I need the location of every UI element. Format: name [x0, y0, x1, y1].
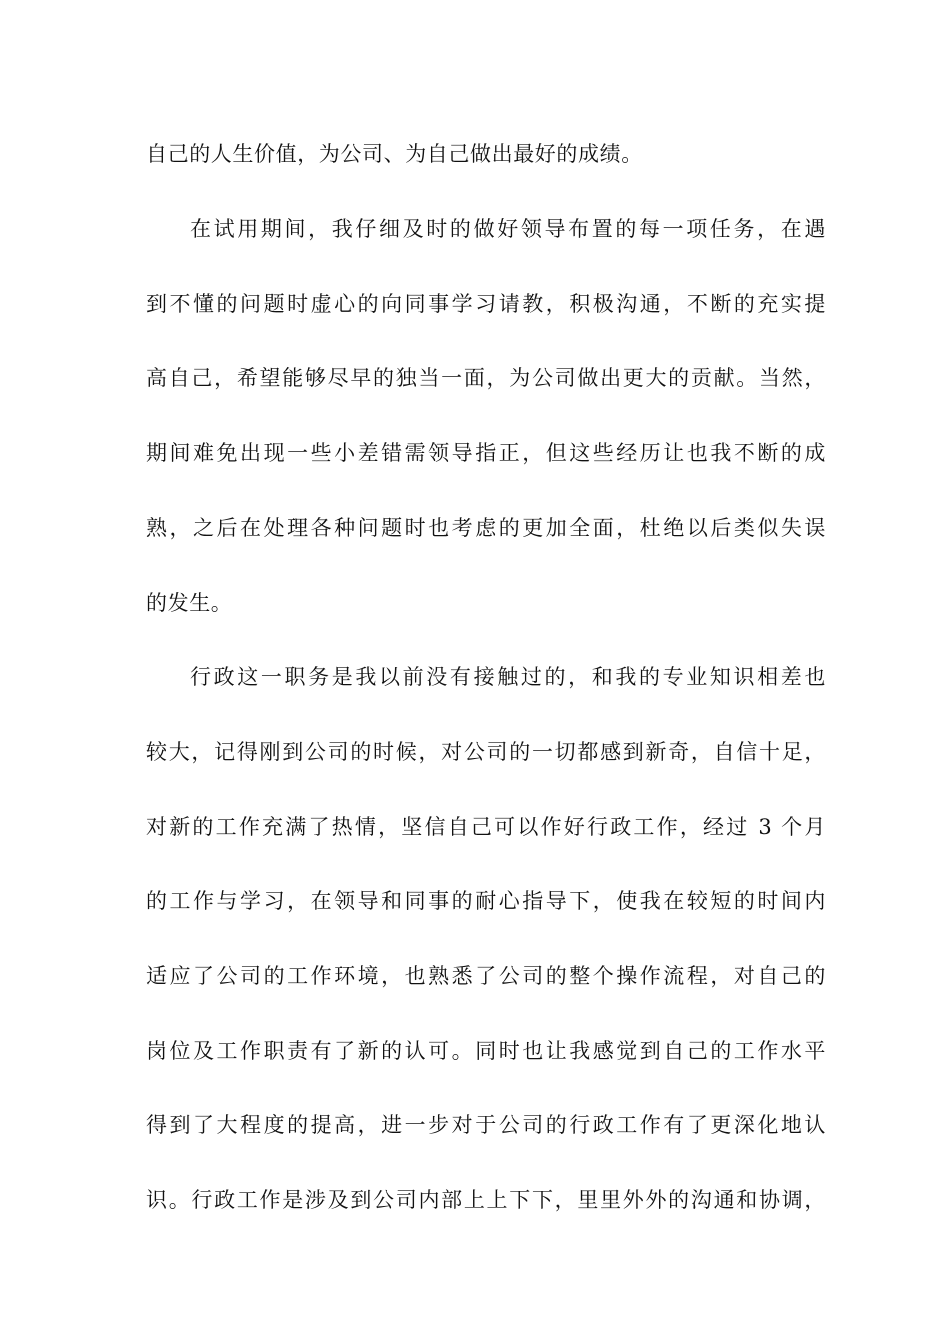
- text-line-14: 得到了大程度的提高，进一步对于公司的行政工作有了更深化地认: [146, 1113, 826, 1137]
- text-line-11: 的工作与学习，在领导和同事的耐心指导下，使我在较短的时间内: [146, 889, 826, 913]
- text-line-4: 高自己，希望能够尽早的独当一面，为公司做出更大的贡献。当然，: [146, 366, 826, 390]
- text-line-12: 适应了公司的工作环境，也熟悉了公司的整个操作流程，对自己的: [146, 964, 826, 988]
- text-line-7: 的发生。: [146, 591, 233, 615]
- text-line-1: 自己的人生价值，为公司、为自己做出最好的成绩。: [146, 142, 643, 166]
- text-line-10: 对新的工作充满了热情，坚信自己可以作好行政工作，经过 3 个月: [146, 815, 826, 839]
- text-line-5: 期间难免出现一些小差错需领导指正，但这些经历让也我不断的成: [146, 441, 826, 465]
- text-line-3: 到不懂的问题时虚心的向同事学习请教，积极沟通，不断的充实提: [146, 292, 826, 316]
- text-line-2: 在试用期间，我仔细及时的做好领导布置的每一项任务，在遇: [190, 217, 826, 241]
- text-line-6: 熟，之后在处理各种问题时也考虑的更加全面，杜绝以后类似失误: [146, 516, 826, 540]
- text-line-15: 识。行政工作是涉及到公司内部上上下下，里里外外的沟通和协调，: [146, 1188, 826, 1212]
- text-line-13: 岗位及工作职责有了新的认可。同时也让我感觉到自己的工作水平: [146, 1039, 826, 1063]
- text-line-9: 较大，记得刚到公司的时候，对公司的一切都感到新奇，自信十足，: [146, 740, 826, 764]
- text-line-8: 行政这一职务是我以前没有接触过的，和我的专业知识相差也: [190, 665, 826, 689]
